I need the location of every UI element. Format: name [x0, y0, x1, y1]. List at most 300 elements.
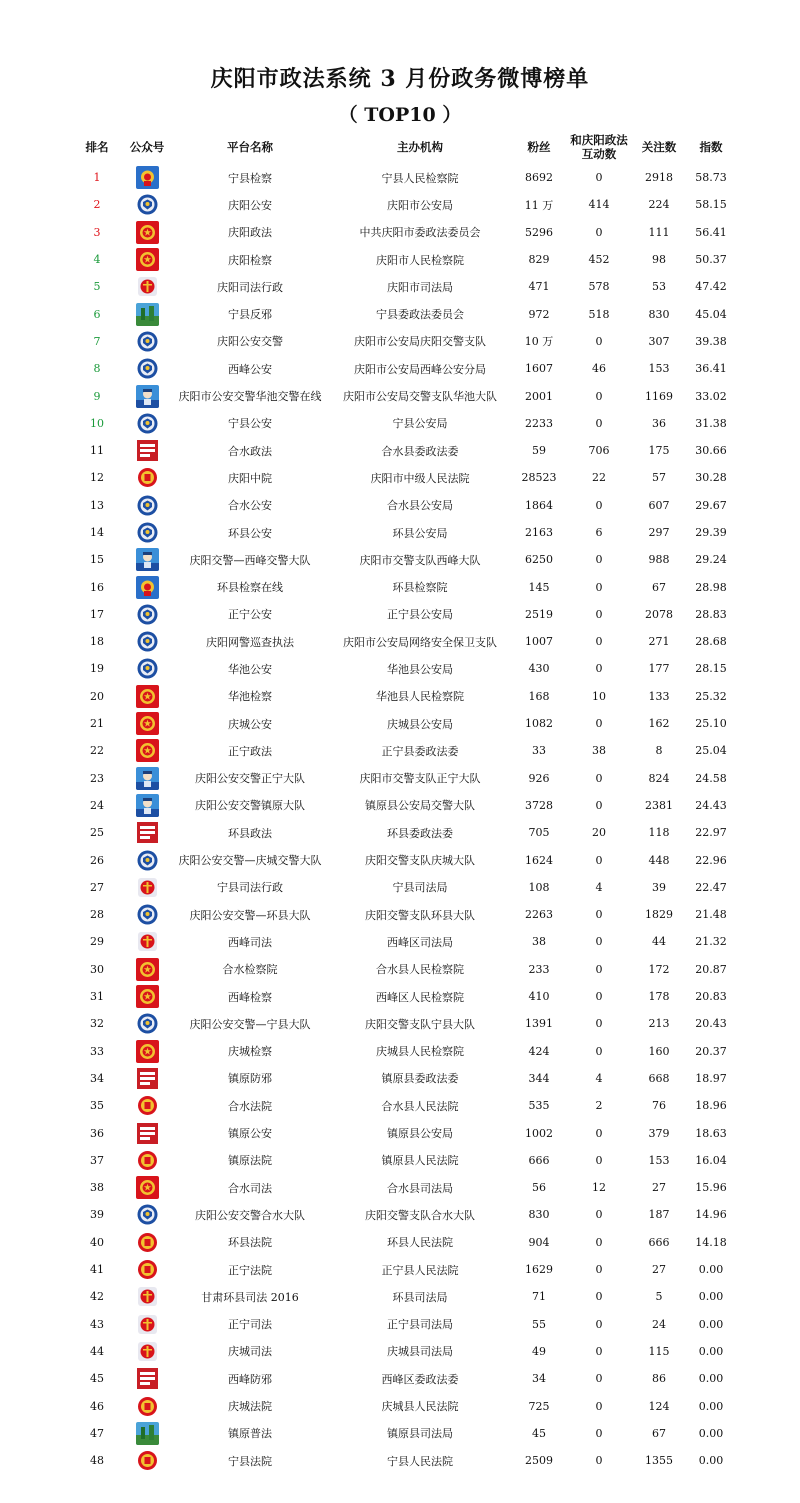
cell-fans: 471	[528, 280, 550, 294]
cell-organizer: 环县公安局	[392, 526, 448, 540]
cell-organizer: 庆城县人民法院	[381, 1400, 459, 1413]
cell-interactions: 38	[592, 744, 606, 758]
cell-index: 30.28	[695, 471, 727, 485]
cell-organizer: 中共庆阳市委政法委员会	[359, 226, 481, 240]
table-row	[70, 710, 734, 737]
cell-platform-name: 西峰公安	[228, 362, 272, 376]
cell-interactions: 0	[595, 1017, 603, 1031]
cell-organizer: 合水县公安局	[387, 499, 453, 513]
cell-platform-name: 庆阳市公安交警华池交警在线	[178, 390, 322, 404]
cell-logo	[124, 1365, 170, 1392]
cell-following: 666	[648, 1235, 670, 1249]
cell-rank: 42	[90, 1290, 104, 1304]
court-emblem-icon	[136, 466, 159, 489]
police-badge-icon	[136, 521, 159, 544]
cell-organizer: 正宁县委政法委	[381, 744, 459, 758]
cell-index: 0.00	[698, 1263, 724, 1277]
cell-following: 607	[648, 498, 670, 512]
cell-logo	[124, 1338, 170, 1365]
cell-fans: 45	[532, 1426, 546, 1440]
cell-following: 8	[655, 744, 663, 758]
page-subtitle: （ TOP10 ）	[338, 104, 462, 126]
cell-following: 1829	[645, 908, 673, 922]
cell-logo	[124, 328, 170, 355]
cell-following: 178	[648, 990, 670, 1004]
table-row	[70, 1119, 734, 1146]
justice-emblem-icon	[136, 876, 159, 899]
cell-index: 36.41	[695, 362, 727, 376]
cell-index: 45.04	[695, 307, 727, 321]
cell-interactions: 0	[595, 171, 603, 185]
cell-platform-name: 镇原公安	[228, 1127, 272, 1141]
cell-platform-name: 庆阳公安交警正宁大队	[195, 772, 305, 786]
cell-logo	[124, 1038, 170, 1065]
cell-logo	[124, 1147, 170, 1174]
cell-platform-name: 庆阳公安交警合水大队	[195, 1208, 305, 1222]
cell-index: 21.32	[695, 935, 727, 949]
cell-fans: 1082	[525, 717, 553, 731]
cell-rank: 34	[90, 1071, 104, 1085]
cell-rank: 6	[93, 307, 101, 321]
national-emblem-icon	[136, 958, 159, 981]
cell-logo	[124, 819, 170, 846]
cell-index: 14.18	[695, 1235, 727, 1249]
col-header-platform-name: 平台名称	[227, 140, 273, 154]
cell-platform-name: 正宁法院	[228, 1263, 272, 1277]
police-badge-icon	[136, 193, 159, 216]
court-emblem-icon	[136, 1449, 159, 1472]
police-badge-icon	[136, 630, 159, 653]
cell-organizer: 合水县人民法院	[381, 1099, 459, 1113]
cell-fans: 2263	[525, 908, 553, 922]
traffic-police-icon	[136, 767, 159, 790]
cell-platform-name: 庆阳网警巡查执法	[206, 635, 294, 649]
cell-following: 177	[648, 662, 670, 676]
cell-organizer: 华池县人民检察院	[376, 690, 464, 704]
cell-logo	[124, 683, 170, 710]
cell-rank: 16	[90, 580, 104, 594]
cell-fans: 49	[532, 1344, 546, 1358]
cell-index: 39.38	[695, 334, 727, 348]
cell-logo	[124, 1092, 170, 1119]
cell-index: 33.02	[695, 389, 727, 403]
table-row	[70, 191, 734, 218]
cell-index: 16.04	[695, 1153, 727, 1167]
cell-interactions: 0	[595, 607, 603, 621]
cell-logo	[124, 1256, 170, 1283]
cell-fans: 410	[528, 990, 550, 1004]
cell-following: 213	[648, 1017, 670, 1031]
cell-platform-name: 合水政法	[228, 444, 272, 458]
table-row	[70, 1174, 734, 1201]
cell-logo	[124, 519, 170, 546]
cell-interactions: 0	[595, 553, 603, 567]
cell-rank: 39	[90, 1208, 104, 1222]
cell-rank: 15	[90, 553, 104, 567]
national-emblem-icon	[136, 712, 159, 735]
cell-rank: 46	[90, 1399, 104, 1413]
cell-following: 153	[648, 1153, 670, 1167]
cell-interactions: 20	[592, 826, 606, 840]
cell-platform-name: 环县检察在线	[217, 581, 283, 595]
cell-platform-name: 合水司法	[228, 1181, 272, 1195]
table-row	[70, 1229, 734, 1256]
cell-index: 20.43	[695, 1017, 727, 1031]
cell-organizer: 环县人民法院	[387, 1236, 453, 1250]
col-header-index: 指数	[699, 140, 723, 154]
cell-platform-name: 合水公安	[228, 499, 272, 513]
cell-index: 22.96	[695, 853, 727, 867]
text-logo-icon	[136, 1067, 159, 1090]
cell-following: 1169	[645, 389, 673, 403]
court-emblem-icon	[136, 1258, 159, 1281]
cell-platform-name: 庆城法院	[228, 1400, 272, 1413]
cell-organizer: 西峰区人民检察院	[376, 990, 464, 1004]
cell-platform-name: 庆阳公安交警镇原大队	[195, 799, 305, 813]
cell-interactions: 0	[595, 1044, 603, 1058]
cell-fans: 1002	[525, 1126, 553, 1140]
cell-organizer: 环县委政法委	[387, 826, 453, 840]
cell-logo	[124, 601, 170, 628]
court-emblem-icon	[136, 1231, 159, 1254]
cell-organizer: 合水县人民检察院	[376, 963, 464, 977]
cell-rank: 31	[90, 990, 104, 1004]
cell-interactions: 0	[595, 798, 603, 812]
cell-rank: 45	[90, 1372, 104, 1386]
table-row	[70, 546, 734, 573]
cell-following: 830	[648, 307, 670, 321]
cell-rank: 30	[90, 962, 104, 976]
cell-index: 0.00	[698, 1372, 724, 1386]
cell-fans: 108	[528, 880, 550, 894]
table-row	[70, 737, 734, 764]
cell-fans: 33	[532, 744, 546, 758]
cell-logo	[124, 1392, 170, 1419]
text-logo-icon	[136, 821, 159, 844]
cell-organizer: 庆阳市交警支队西峰大队	[359, 553, 481, 567]
cell-following: 162	[648, 717, 670, 731]
cell-index: 25.32	[695, 689, 727, 703]
cell-logo	[124, 710, 170, 737]
table-row	[70, 1201, 734, 1228]
cell-platform-name: 庆城公安	[228, 717, 272, 731]
table-row	[70, 1420, 734, 1447]
table-row	[70, 1010, 734, 1037]
cell-fans: 2233	[525, 416, 553, 430]
cell-rank: 2	[93, 198, 101, 212]
cell-following: 2381	[645, 798, 673, 812]
cell-following: 824	[648, 771, 670, 785]
cell-rank: 32	[90, 1017, 104, 1031]
cell-organizer: 华池县公安局	[387, 662, 453, 676]
cell-interactions: 0	[595, 1372, 603, 1386]
cell-following: 111	[648, 225, 670, 239]
table-row	[70, 164, 734, 191]
cell-organizer: 宁县人民法院	[387, 1454, 453, 1468]
cell-logo	[124, 492, 170, 519]
cell-logo	[124, 1229, 170, 1256]
cell-organizer: 庆阳市中级人民法院	[370, 471, 470, 485]
cell-platform-name: 合水检察院	[222, 963, 278, 977]
table-row	[70, 1065, 734, 1092]
cell-following: 271	[648, 635, 670, 649]
cell-index: 18.96	[695, 1099, 727, 1113]
cell-fans: 38	[532, 935, 546, 949]
cell-fans: 972	[528, 307, 550, 321]
cell-fans: 1864	[525, 498, 553, 512]
cell-rank: 27	[90, 880, 104, 894]
cell-following: 1355	[645, 1454, 673, 1468]
cell-interactions: 0	[595, 498, 603, 512]
cell-platform-name: 庆阳中院	[228, 471, 272, 485]
cell-logo	[124, 573, 170, 600]
cell-following: 175	[648, 444, 670, 458]
cell-rank: 8	[93, 362, 101, 376]
cell-platform-name: 西峰司法	[228, 935, 272, 949]
cell-platform-name: 环县政法	[228, 826, 272, 840]
text-logo-icon	[136, 1122, 159, 1145]
cell-interactions: 4	[595, 880, 603, 894]
cell-fans: 430	[528, 662, 550, 676]
cell-interactions: 0	[595, 935, 603, 949]
cell-organizer: 正宁县司法局	[387, 1318, 453, 1332]
cell-interactions: 452	[588, 253, 610, 267]
cell-logo	[124, 1310, 170, 1337]
national-emblem-icon	[136, 248, 159, 271]
cell-organizer: 环县检察院	[392, 581, 448, 595]
cell-interactions: 2	[595, 1099, 603, 1113]
cell-logo	[124, 928, 170, 955]
cell-organizer: 合水县司法局	[387, 1181, 453, 1195]
cell-index: 18.97	[695, 1071, 727, 1085]
cell-following: 86	[652, 1372, 666, 1386]
cell-platform-name: 正宁司法	[228, 1318, 272, 1332]
cell-interactions: 0	[595, 990, 603, 1004]
cell-following: 76	[652, 1099, 666, 1113]
cell-index: 0.00	[698, 1426, 724, 1440]
cell-organizer: 庆城县人民检察院	[376, 1045, 464, 1059]
cell-logo	[124, 1201, 170, 1228]
cell-index: 29.39	[695, 526, 727, 539]
cell-index: 28.98	[695, 580, 727, 594]
col-header-interactions-label: 和庆阳政法互动数	[570, 133, 628, 161]
cell-rank: 41	[90, 1263, 104, 1277]
col-header-following: 关注数	[641, 140, 677, 154]
cell-interactions: 414	[588, 198, 610, 212]
cell-organizer: 庆阳市公安局网络安全保卫支队	[343, 635, 497, 649]
national-emblem-icon	[136, 221, 159, 244]
police-badge-icon	[136, 657, 159, 680]
cell-fans: 829	[528, 253, 550, 267]
cell-interactions: 0	[595, 1153, 603, 1167]
cell-organizer: 环县司法局	[392, 1290, 448, 1304]
cell-platform-name: 环县公安	[228, 526, 272, 540]
cell-rank: 43	[90, 1317, 104, 1331]
table-row	[70, 846, 734, 873]
cell-rank: 33	[90, 1044, 104, 1058]
cell-organizer: 庆阳交警支队合水大队	[365, 1208, 475, 1222]
col-header-organizer: 主办机构	[397, 140, 443, 154]
traffic-police-icon	[136, 794, 159, 817]
table-row	[70, 328, 734, 355]
cell-rank: 12	[90, 471, 104, 485]
cell-index: 31.38	[695, 416, 727, 430]
traffic-police-icon	[136, 548, 159, 571]
cell-index: 56.41	[695, 225, 727, 239]
police-badge-icon	[136, 849, 159, 872]
cell-interactions: 0	[595, 717, 603, 731]
cell-platform-name: 宁县检察	[228, 171, 272, 185]
cell-rank: 23	[90, 771, 104, 785]
national-emblem-icon	[136, 985, 159, 1008]
cell-platform-name: 正宁政法	[228, 744, 272, 758]
cell-following: 153	[648, 362, 670, 376]
cell-index: 58.73	[695, 171, 727, 185]
cell-logo	[124, 901, 170, 928]
cell-fans: 10 万	[524, 335, 554, 349]
table-row	[70, 1338, 734, 1365]
cell-index: 21.48	[695, 908, 727, 922]
cell-rank: 40	[90, 1235, 104, 1249]
cell-fans: 6250	[525, 553, 553, 567]
table-row	[70, 1038, 734, 1065]
cell-rank: 29	[90, 935, 104, 949]
cell-interactions: 0	[595, 962, 603, 976]
cell-interactions: 4	[595, 1071, 603, 1085]
cell-platform-name: 庆阳检察	[228, 253, 272, 267]
cell-fans: 904	[528, 1235, 550, 1249]
justice-emblem-icon	[136, 275, 159, 298]
cell-rank: 1	[93, 171, 101, 185]
col-header-account: 公众号	[129, 140, 165, 154]
cell-following: 224	[648, 198, 670, 212]
cell-organizer: 庆阳市公安局交警支队华池大队	[343, 390, 497, 404]
cell-interactions: 0	[595, 1344, 603, 1358]
cell-organizer: 庆阳交警支队环县大队	[365, 908, 475, 922]
table-row	[70, 601, 734, 628]
col-header-interactions	[568, 130, 630, 164]
cell-rank: 25	[90, 826, 104, 840]
page-title: 庆阳市政法系统 3 月份政务微博榜单	[210, 66, 590, 92]
cell-organizer: 宁县公安局	[392, 417, 448, 431]
cell-rank: 5	[93, 280, 101, 294]
table-row	[70, 437, 734, 464]
cell-logo	[124, 273, 170, 300]
cell-interactions: 0	[595, 1317, 603, 1331]
police-badge-icon	[136, 357, 159, 380]
cell-following: 307	[648, 334, 670, 348]
cell-index: 29.24	[695, 553, 727, 567]
table-row	[70, 1310, 734, 1337]
court-emblem-icon	[136, 1149, 159, 1172]
table-row	[70, 901, 734, 928]
text-logo-icon	[136, 439, 159, 462]
police-badge-icon	[136, 1203, 159, 1226]
cell-index: 28.68	[695, 635, 727, 649]
court-emblem-icon	[136, 1094, 159, 1117]
cell-fans: 56	[532, 1181, 546, 1195]
text-logo-icon	[136, 1367, 159, 1390]
cell-rank: 17	[90, 607, 104, 621]
cell-fans: 34	[532, 1372, 546, 1386]
cell-following: 2918	[645, 171, 673, 185]
table-row	[70, 956, 734, 983]
cell-following: 297	[648, 526, 670, 539]
cell-logo	[124, 355, 170, 382]
cell-interactions: 0	[595, 1263, 603, 1277]
cell-index: 20.37	[695, 1044, 727, 1058]
cell-rank: 20	[90, 689, 104, 703]
cell-index: 22.97	[695, 826, 727, 840]
cell-logo	[124, 1119, 170, 1146]
cell-organizer: 镇原县人民法院	[381, 1154, 459, 1168]
justice-emblem-icon	[136, 930, 159, 953]
table-row	[70, 1365, 734, 1392]
table-row	[70, 983, 734, 1010]
cell-organizer: 宁县人民检察院	[381, 171, 459, 185]
police-badge-icon	[136, 494, 159, 517]
cell-platform-name: 庆城检察	[228, 1045, 272, 1059]
cell-rank: 47	[90, 1426, 104, 1440]
procuratorate-emblem-icon	[136, 166, 159, 189]
cell-rank: 38	[90, 1181, 104, 1195]
cell-fans: 926	[528, 771, 550, 785]
cell-logo	[124, 628, 170, 655]
cell-organizer: 庆阳市公安局庆阳交警支队	[354, 335, 486, 349]
cell-index: 28.83	[695, 607, 727, 621]
table-row	[70, 1147, 734, 1174]
cell-interactions: 0	[595, 1399, 603, 1413]
cell-logo	[124, 983, 170, 1010]
cell-organizer: 西峰区委政法委	[381, 1372, 459, 1386]
table-row	[70, 355, 734, 382]
cell-logo	[124, 956, 170, 983]
cell-platform-name: 华池检察	[228, 690, 272, 704]
cell-logo	[124, 655, 170, 682]
cell-interactions: 0	[595, 225, 603, 239]
cell-following: 379	[648, 1126, 670, 1140]
cell-fans: 8692	[525, 171, 553, 185]
table-row	[70, 1392, 734, 1419]
cell-logo	[124, 382, 170, 409]
cell-fans: 28523	[521, 471, 557, 485]
cell-organizer: 镇原县公安局	[387, 1127, 453, 1141]
cell-logo	[124, 219, 170, 246]
table-row	[70, 1092, 734, 1119]
cell-platform-name: 宁县反邪	[228, 308, 272, 322]
cell-index: 0.00	[698, 1399, 724, 1413]
cell-following: 668	[648, 1071, 670, 1085]
col-header-fans: 粉丝	[527, 140, 551, 154]
table-row	[70, 492, 734, 519]
cell-platform-name: 镇原防邪	[228, 1072, 272, 1086]
cell-logo	[124, 846, 170, 873]
cell-organizer: 宁县司法局	[392, 881, 448, 895]
cell-index: 24.43	[695, 798, 727, 812]
cell-rank: 24	[90, 798, 104, 812]
cell-fans: 2001	[525, 389, 553, 403]
cell-platform-name: 宁县司法行政	[217, 881, 283, 895]
police-badge-icon	[136, 1012, 159, 1035]
cell-rank: 36	[90, 1126, 104, 1140]
cell-index: 47.42	[695, 280, 727, 294]
cell-rank: 19	[90, 662, 104, 676]
cell-fans: 2509	[525, 1454, 553, 1468]
table-row	[70, 655, 734, 682]
cell-following: 187	[648, 1208, 670, 1222]
police-badge-icon	[136, 903, 159, 926]
court-emblem-icon	[136, 1395, 159, 1418]
